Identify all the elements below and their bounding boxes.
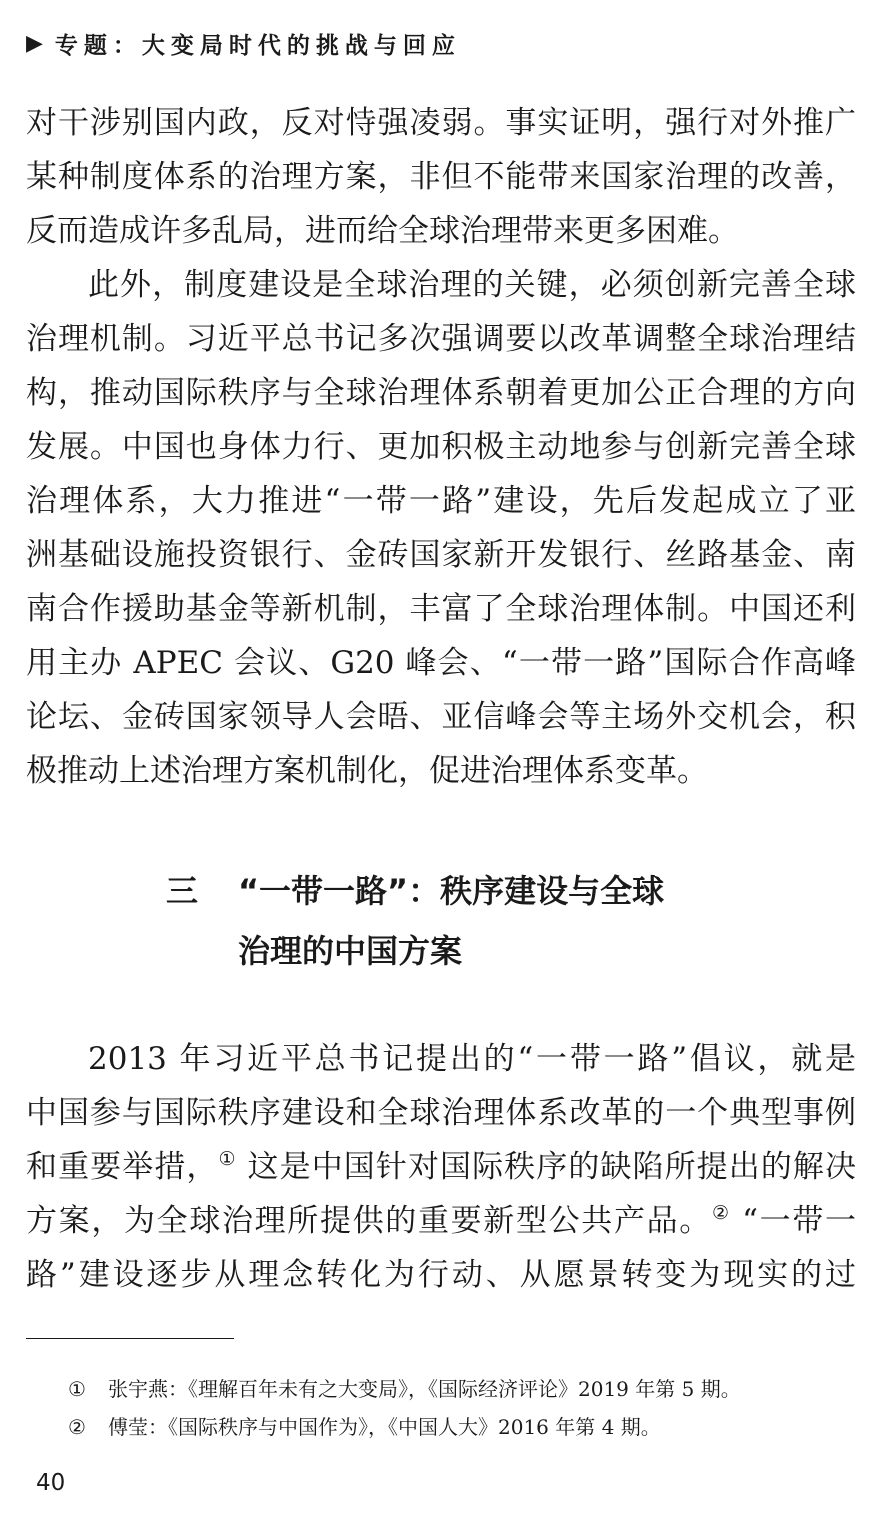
- text-line: 南合作援助基金等新机制，丰富了全球治理体制。中国还利: [26, 591, 856, 627]
- section-heading-line-1: “一带一路”：秩序建设与全球: [238, 872, 665, 910]
- footnote-number: ②: [68, 1415, 86, 1439]
- footnote-1: [68, 1370, 741, 1408]
- footnote-2: [68, 1408, 741, 1446]
- running-header: [26, 26, 461, 60]
- section-heading-line-2: 治理的中国方案: [238, 932, 463, 970]
- text-line: 构，推动国际秩序与全球治理体系朝着更加公正合理的方向: [26, 375, 856, 411]
- text-segment: “一带一: [730, 1203, 856, 1239]
- text-line: 用主办 APEC 会议、G20 峰会、“一带一路”国际合作高峰: [26, 645, 856, 681]
- page-number: 40: [36, 1470, 66, 1496]
- text-line: 2013 年习近平总书记提出的“一带一路”倡议，就是: [88, 1041, 856, 1077]
- text-line: 论坛、金砖国家领导人会晤、亚信峰会等主场外交机会，积: [26, 699, 856, 735]
- text-line: 对干涉别国内政，反对恃强凌弱。事实证明，强行对外推广: [26, 105, 856, 141]
- footnote-number: ①: [68, 1377, 86, 1401]
- text-line: 路”建设逐步从理念转化为行动、从愿景转变为现实的过: [26, 1257, 856, 1293]
- triangle-marker-icon: ▶: [26, 30, 43, 56]
- text-line: 此外，制度建设是全球治理的关键，必须创新完善全球: [88, 267, 856, 303]
- text-line: 洲基础设施投资银行、金砖国家新开发银行、丝路基金、南: [26, 537, 856, 573]
- text-line: 极推动上述治理方案机制化，促进治理体系变革。: [26, 753, 708, 789]
- text-line: 治理机制。习近平总书记多次强调要以改革调整全球治理结: [26, 321, 856, 357]
- footnote-ref-1[interactable]: ①: [218, 1148, 237, 1170]
- paragraph-2: [26, 258, 856, 798]
- text-segment: 和重要举措，: [26, 1149, 219, 1185]
- text-line: 发展。中国也身体力行、更加积极主动地参与创新完善全球: [26, 429, 856, 465]
- text-line: 中国参与国际秩序建设和全球治理体系改革的一个典型事例: [26, 1095, 856, 1131]
- footnote-ref-2[interactable]: ②: [711, 1202, 731, 1224]
- text-line: 某种制度体系的治理方案，非但不能带来国家治理的改善，: [26, 159, 856, 195]
- running-header-title: 专题：大变局时代的挑战与回应: [54, 32, 461, 59]
- text-segment: 方案，为全球治理所提供的重要新型公共产品。: [26, 1203, 712, 1239]
- footnote-divider: [26, 1338, 234, 1339]
- text-segment: 这是中国针对国际秩序的缺陷所提出的解决: [236, 1149, 856, 1185]
- paragraph-3: [26, 1032, 856, 1302]
- footnotes: [68, 1370, 741, 1446]
- text-line: 治理体系，大力推进“一带一路”建设，先后发起成立了亚: [26, 483, 856, 519]
- paragraph-1: [26, 96, 856, 258]
- text-line: [26, 1194, 856, 1248]
- section-heading-number: 三: [166, 872, 199, 910]
- footnote-text: 傅莹：《国际秩序与中国作为》，《中国人大》2016 年第 4 期。: [108, 1415, 661, 1439]
- text-line: [26, 1140, 856, 1194]
- footnote-text: 张宇燕：《理解百年未有之大变局》，《国际经济评论》2019 年第 5 期。: [108, 1377, 741, 1401]
- text-line: 反而造成许多乱局，进而给全球治理带来更多困难。: [26, 213, 739, 249]
